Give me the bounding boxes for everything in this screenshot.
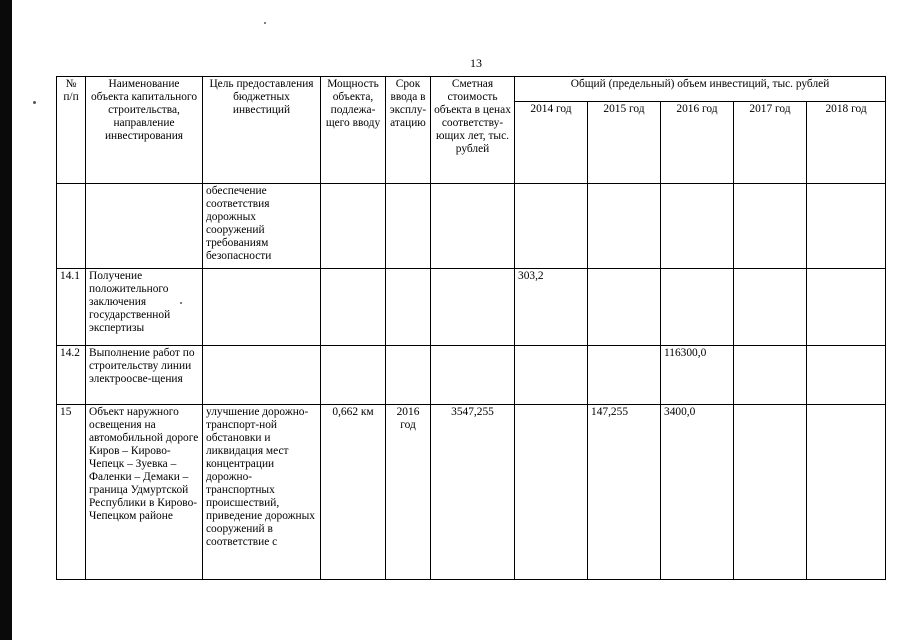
header-year-2015: 2015 год: [588, 102, 661, 184]
cell-2015: 147,255: [588, 405, 661, 580]
cell-cost: [431, 184, 515, 269]
cell-name: Объект наружного освещения на автомобильной дороге Киров – Кирово-Чепецк – Зуевка – Фаленки – Демаки – граница Удмуртской Республики в Кирово-Чепецком районе: [86, 405, 203, 580]
cell-2018: [807, 184, 886, 269]
cell-capacity: [321, 184, 386, 269]
cell-2014: [515, 346, 588, 405]
cell-cost: 3547,255: [431, 405, 515, 580]
table-row: [57, 269, 886, 346]
header-year-2014: 2014 год: [515, 102, 588, 184]
header-year-2017: 2017 год: [734, 102, 807, 184]
cell-purpose: [203, 269, 321, 346]
cell-2017: [734, 184, 807, 269]
cell-name: Получение положительного заключения государственной экспертизы: [86, 269, 203, 346]
cell-name: [86, 184, 203, 269]
cell-num: [57, 184, 86, 269]
cell-2014: [515, 405, 588, 580]
cell-2014: [515, 184, 588, 269]
cell-cost: [431, 346, 515, 405]
cell-2017: [734, 269, 807, 346]
cell-2016: 3400,0: [661, 405, 734, 580]
cell-term: [386, 269, 431, 346]
cell-term: [386, 184, 431, 269]
cell-purpose: [203, 346, 321, 405]
cell-num: 14.2: [57, 346, 86, 405]
header-term: Срок ввода в эксплу-атацию: [386, 77, 431, 184]
scan-speck: [264, 22, 266, 24]
cell-num: 14.1: [57, 269, 86, 346]
table-header-row: [57, 77, 886, 102]
header-cost: Сметная стоимость объекта в ценах соответству-ющих лет, тыс. рублей: [431, 77, 515, 184]
cell-2015: [588, 269, 661, 346]
cell-capacity: [321, 269, 386, 346]
header-num: № п/п: [57, 77, 86, 184]
cell-2015: [588, 346, 661, 405]
cell-term: 2016 год: [386, 405, 431, 580]
cell-2018: [807, 346, 886, 405]
investment-table: [56, 76, 886, 580]
cell-2017: [734, 346, 807, 405]
header-capacity: Мощность объекта, подлежа-щего вводу: [321, 77, 386, 184]
cell-purpose: обеспечение соответствия дорожных сооружений требованиям безопасности: [203, 184, 321, 269]
table-row: [57, 184, 886, 269]
scan-speck: [33, 101, 36, 104]
cell-2018: [807, 269, 886, 346]
cell-purpose: улучшение дорожно-транспорт-ной обстановки и ликвидация мест концентрации дорожно-транспортных происшествий, приведение дорожных сооружений в соответствие с: [203, 405, 321, 580]
scan-edge-bar: [0, 0, 12, 640]
cell-2016: 116300,0: [661, 346, 734, 405]
header-investment-group: Общий (предельный) объем инвестиций, тыс. рублей: [515, 77, 886, 102]
cell-name: Выполнение работ по строительству линии электроосве-щения: [86, 346, 203, 405]
cell-2015: [588, 184, 661, 269]
cell-num: 15: [57, 405, 86, 580]
cell-term: [386, 346, 431, 405]
cell-2016: [661, 184, 734, 269]
page-number: 13: [470, 56, 482, 70]
cell-capacity: [321, 346, 386, 405]
cell-2017: [734, 405, 807, 580]
cell-cost: [431, 269, 515, 346]
cell-capacity: 0,662 км: [321, 405, 386, 580]
header-year-2016: 2016 год: [661, 102, 734, 184]
cell-2018: [807, 405, 886, 580]
cell-2016: [661, 269, 734, 346]
table-row: [57, 405, 886, 580]
cell-2014: 303,2: [515, 269, 588, 346]
header-name: Наименование объекта капитального строительства, направление инвестирования: [86, 77, 203, 184]
table-row: [57, 346, 886, 405]
header-purpose: Цель предоставления бюджетных инвестиций: [203, 77, 321, 184]
header-year-2018: 2018 год: [807, 102, 886, 184]
